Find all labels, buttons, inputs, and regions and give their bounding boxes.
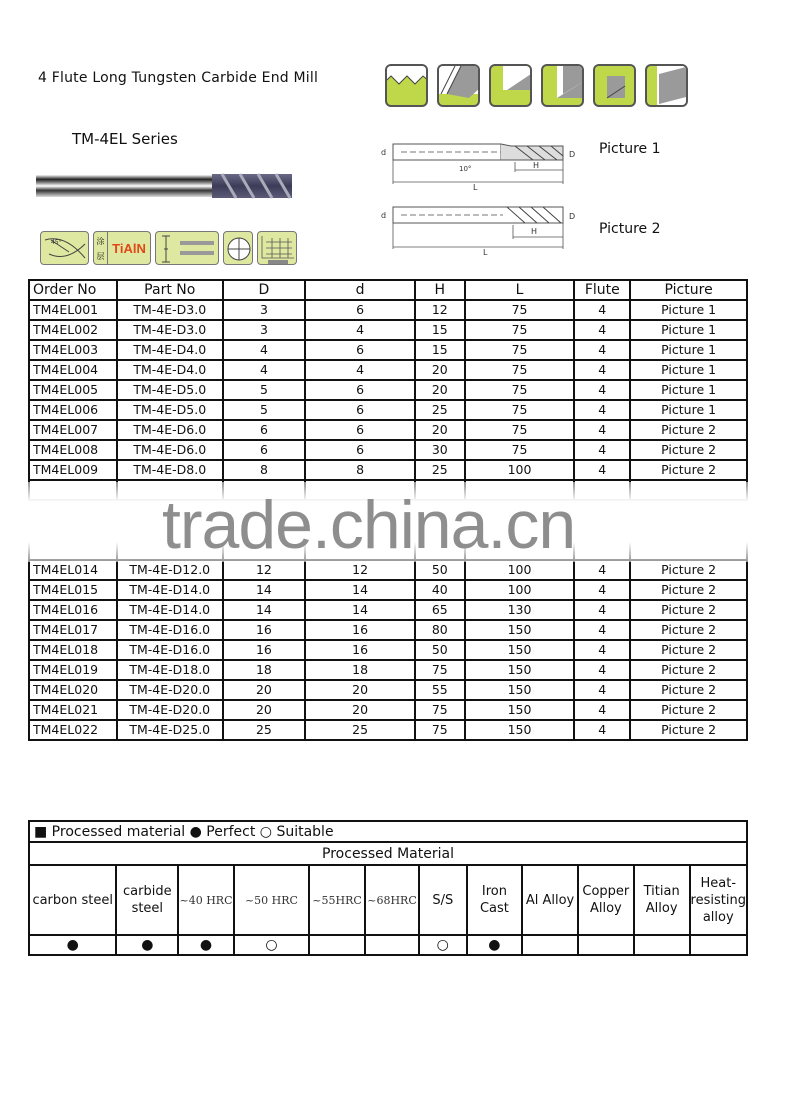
svg-text:L: L [473, 183, 478, 192]
cell-flute: 4 [574, 660, 630, 680]
table-row [29, 400, 747, 420]
cell-H: 30 [415, 440, 465, 460]
cell-picture: Picture 2 [630, 600, 747, 620]
cell-D: 4 [223, 360, 306, 380]
cell-order-no: TM4EL017 [29, 620, 117, 640]
svg-text:L: L [483, 248, 488, 257]
material-name: Al Alloy [522, 865, 578, 935]
cell-order-no: TM4EL005 [29, 380, 117, 400]
deep-shoulder-icon [541, 64, 584, 107]
cell-H: 55 [415, 680, 465, 700]
table-row [29, 580, 747, 600]
material-name: carbide steel [116, 865, 178, 935]
cell-H: 50 [415, 640, 465, 660]
cell-part-no: TM-4E-D14.0 [117, 580, 223, 600]
cell-d: 8 [305, 460, 415, 480]
cell-D: 14 [223, 600, 306, 620]
cell-L: 75 [465, 320, 575, 340]
series-name: TM-4EL Series [72, 130, 178, 148]
cell-d: 6 [305, 400, 415, 420]
cell-picture: Picture 2 [630, 440, 747, 460]
material-suitability-mark [309, 935, 365, 955]
cell-picture: Picture 2 [630, 660, 747, 680]
cell-flute: 4 [574, 400, 630, 420]
table-row [29, 680, 747, 700]
cell-d: 6 [305, 380, 415, 400]
material-suitability-mark [578, 935, 634, 955]
cell-order-no: TM4EL021 [29, 700, 117, 720]
feature-icons [40, 231, 297, 265]
cell-H: 20 [415, 360, 465, 380]
cell-order-no: TM4EL014 [29, 560, 117, 580]
cell-flute: 4 [574, 680, 630, 700]
table-row [29, 660, 747, 680]
cell-picture: Picture 2 [630, 680, 747, 700]
cell-picture: Picture 1 [630, 400, 747, 420]
col-H: H [415, 280, 465, 300]
cell-D: 6 [223, 420, 306, 440]
cell-flute: 4 [574, 460, 630, 480]
material-name: Copper Alloy [578, 865, 634, 935]
page-title: 4 Flute Long Tungsten Carbide End Mill [38, 70, 319, 86]
cell-order-no: TM4EL022 [29, 720, 117, 740]
table-row [29, 720, 747, 740]
svg-text:d: d [381, 148, 387, 157]
cell-picture: Picture 2 [630, 420, 747, 440]
cell-flute: 4 [574, 300, 630, 320]
cell-part-no: TM-4E-D18.0 [117, 660, 223, 680]
table-row [29, 440, 747, 460]
cell-picture: Picture 1 [630, 380, 747, 400]
cell-D: 20 [223, 700, 306, 720]
cell-d: 16 [305, 640, 415, 660]
cell-L: 130 [465, 600, 575, 620]
cell-flute: 4 [574, 700, 630, 720]
cell-H: 20 [415, 380, 465, 400]
cell-order-no: TM4EL019 [29, 660, 117, 680]
cell-part-no: TM-4E-D16.0 [117, 620, 223, 640]
hardness-chart-icon [257, 231, 297, 265]
cell-picture: Picture 2 [630, 560, 747, 580]
cell-part-no: TM-4E-D14.0 [117, 600, 223, 620]
table-row [29, 420, 747, 440]
cell-part-no: TM-4E-D20.0 [117, 700, 223, 720]
material-suitability-mark [634, 935, 690, 955]
cell-picture: Picture 1 [630, 300, 747, 320]
cell-L: 150 [465, 620, 575, 640]
coating-icon: 涂层 TiAlN [93, 231, 151, 265]
table-row [29, 700, 747, 720]
table-row [29, 620, 747, 640]
cell-flute: 4 [574, 640, 630, 660]
cell-d: 12 [305, 560, 415, 580]
cell-picture: Picture 2 [630, 720, 747, 740]
cell-D: 3 [223, 300, 306, 320]
material-name: Heat-resisting alloy [690, 865, 747, 935]
cell-order-no: TM4EL006 [29, 400, 117, 420]
cell-L: 75 [465, 360, 575, 380]
cell-L: 150 [465, 700, 575, 720]
cell-D: 16 [223, 640, 306, 660]
cell-D: 25 [223, 720, 306, 740]
picture-2-label: Picture 2 [599, 221, 661, 237]
table-row [29, 320, 747, 340]
col-d: d [305, 280, 415, 300]
cell-part-no: TM-4E-D5.0 [117, 400, 223, 420]
cell-H: 75 [415, 660, 465, 680]
cell-d: 20 [305, 700, 415, 720]
material-suitability-mark [365, 935, 419, 955]
material-suitability-mark [522, 935, 578, 955]
table-row [29, 600, 747, 620]
cell-L: 150 [465, 720, 575, 740]
cell-picture: Picture 2 [630, 460, 747, 480]
table-row [29, 380, 747, 400]
pocket-milling-icon [593, 64, 636, 107]
table-row [29, 340, 747, 360]
cell-d: 4 [305, 320, 415, 340]
table-header-row [29, 280, 747, 300]
application-icons [385, 64, 688, 107]
col-order-no: Order No [29, 280, 117, 300]
cell-H: 25 [415, 400, 465, 420]
material-suitability-mark [690, 935, 747, 955]
cell-L: 150 [465, 640, 575, 660]
cell-H: 75 [415, 720, 465, 740]
cell-part-no: TM-4E-D20.0 [117, 680, 223, 700]
cell-picture: Picture 2 [630, 700, 747, 720]
table-row [29, 640, 747, 660]
cell-flute: 4 [574, 420, 630, 440]
cell-part-no: TM-4E-D6.0 [117, 440, 223, 460]
cell-D: 5 [223, 380, 306, 400]
material-name: ~68HRC [365, 865, 419, 935]
material-name: carbon steel [29, 865, 116, 935]
material-name: S/S [419, 865, 467, 935]
cell-D: 8 [223, 460, 306, 480]
material-name: Iron Cast [467, 865, 523, 935]
cell-L: 150 [465, 660, 575, 680]
picture-2-diagram [373, 203, 588, 263]
cell-d: 20 [305, 680, 415, 700]
cell-H: 50 [415, 560, 465, 580]
cell-part-no: TM-4E-D3.0 [117, 300, 223, 320]
cell-H: 80 [415, 620, 465, 640]
svg-text:10°: 10° [459, 165, 472, 173]
cell-order-no: TM4EL004 [29, 360, 117, 380]
end-mill-photo [36, 171, 294, 201]
cell-d: 4 [305, 360, 415, 380]
cell-H: 15 [415, 320, 465, 340]
material-name: ~40 HRC [178, 865, 234, 935]
cell-L: 100 [465, 460, 575, 480]
table-row [29, 360, 747, 380]
cell-order-no: TM4EL007 [29, 420, 117, 440]
picture-1-label: Picture 1 [599, 141, 661, 157]
material-suitability-mark: ● [467, 935, 523, 955]
material-suitability-mark: ○ [234, 935, 309, 955]
material-suitability-mark: ● [178, 935, 234, 955]
cell-flute: 4 [574, 600, 630, 620]
tolerance-icon [155, 231, 219, 265]
material-name: ~55HRC [309, 865, 365, 935]
cell-order-no: TM4EL001 [29, 300, 117, 320]
cell-order-no: TM4EL020 [29, 680, 117, 700]
material-name: ~50 HRC [234, 865, 309, 935]
cell-H: 25 [415, 460, 465, 480]
cell-part-no: TM-4E-D4.0 [117, 340, 223, 360]
svg-text:H: H [531, 227, 538, 236]
helix-angle-icon [40, 231, 89, 265]
cell-D: 5 [223, 400, 306, 420]
cell-flute: 4 [574, 360, 630, 380]
side-milling-icon [385, 64, 428, 107]
cell-d: 6 [305, 440, 415, 460]
cell-L: 75 [465, 400, 575, 420]
col-D: D [223, 280, 306, 300]
material-suitability-mark: ● [116, 935, 178, 955]
cell-picture: Picture 2 [630, 620, 747, 640]
cell-d: 14 [305, 600, 415, 620]
cell-L: 75 [465, 380, 575, 400]
cell-picture: Picture 1 [630, 340, 747, 360]
profile-milling-icon [645, 64, 688, 107]
cell-D: 6 [223, 440, 306, 460]
svg-text:H: H [533, 161, 540, 170]
cell-order-no: TM4EL018 [29, 640, 117, 660]
cell-part-no: TM-4E-D12.0 [117, 560, 223, 580]
cell-H: 75 [415, 700, 465, 720]
cell-flute: 4 [574, 340, 630, 360]
cell-order-no: TM4EL003 [29, 340, 117, 360]
col-L: L [465, 280, 575, 300]
cell-order-no: TM4EL015 [29, 580, 117, 600]
cell-D: 20 [223, 680, 306, 700]
picture-1-diagram [373, 138, 588, 198]
cell-order-no: TM4EL002 [29, 320, 117, 340]
cell-H: 12 [415, 300, 465, 320]
cell-part-no: TM-4E-D6.0 [117, 420, 223, 440]
cell-d: 6 [305, 300, 415, 320]
cell-L: 75 [465, 300, 575, 320]
material-legend: ■ Processed material ● Perfect ○ Suitable [29, 821, 747, 842]
table-row [29, 460, 747, 480]
cell-d: 18 [305, 660, 415, 680]
material-table [28, 820, 748, 956]
cell-flute: 4 [574, 580, 630, 600]
cell-D: 18 [223, 660, 306, 680]
cell-D: 16 [223, 620, 306, 640]
svg-text:45°: 45° [51, 239, 62, 246]
cell-flute: 4 [574, 720, 630, 740]
svg-text:d: d [381, 211, 387, 220]
table-row [29, 300, 747, 320]
watermark: trade.china.cn [162, 487, 576, 563]
cell-d: 25 [305, 720, 415, 740]
cell-D: 3 [223, 320, 306, 340]
cell-H: 40 [415, 580, 465, 600]
cell-H: 65 [415, 600, 465, 620]
material-suitability-mark: ● [29, 935, 116, 955]
col-part-no: Part No [117, 280, 223, 300]
material-name: Titian Alloy [634, 865, 690, 935]
cell-picture: Picture 1 [630, 320, 747, 340]
cell-part-no: TM-4E-D16.0 [117, 640, 223, 660]
svg-text:D: D [569, 150, 576, 159]
cell-flute: 4 [574, 380, 630, 400]
cell-L: 150 [465, 680, 575, 700]
cell-picture: Picture 1 [630, 360, 747, 380]
cell-order-no: TM4EL008 [29, 440, 117, 460]
cell-d: 6 [305, 340, 415, 360]
cell-d: 16 [305, 620, 415, 640]
cell-D: 12 [223, 560, 306, 580]
col-flute: Flute [574, 280, 630, 300]
slotting-icon [437, 64, 480, 107]
cell-order-no: TM4EL009 [29, 460, 117, 480]
cell-d: 14 [305, 580, 415, 600]
cell-L: 75 [465, 440, 575, 460]
cell-flute: 4 [574, 620, 630, 640]
material-suitability-mark: ○ [419, 935, 467, 955]
material-heading: Processed Material [29, 842, 747, 865]
cell-part-no: TM-4E-D3.0 [117, 320, 223, 340]
cell-picture: Picture 2 [630, 580, 747, 600]
cell-L: 75 [465, 420, 575, 440]
cell-part-no: TM-4E-D25.0 [117, 720, 223, 740]
cell-H: 15 [415, 340, 465, 360]
cell-part-no: TM-4E-D4.0 [117, 360, 223, 380]
svg-text:D: D [569, 212, 576, 221]
cell-L: 75 [465, 340, 575, 360]
cell-H: 20 [415, 420, 465, 440]
cell-flute: 4 [574, 560, 630, 580]
cell-L: 100 [465, 560, 575, 580]
cell-D: 14 [223, 580, 306, 600]
flute-cross-section-icon [223, 231, 253, 265]
cell-D: 4 [223, 340, 306, 360]
cell-order-no: TM4EL016 [29, 600, 117, 620]
cell-part-no: TM-4E-D8.0 [117, 460, 223, 480]
col-picture: Picture [630, 280, 747, 300]
cell-flute: 4 [574, 320, 630, 340]
shoulder-milling-icon [489, 64, 532, 107]
cell-L: 100 [465, 580, 575, 600]
cell-d: 6 [305, 420, 415, 440]
cell-part-no: TM-4E-D5.0 [117, 380, 223, 400]
cell-picture: Picture 2 [630, 640, 747, 660]
cell-flute: 4 [574, 440, 630, 460]
